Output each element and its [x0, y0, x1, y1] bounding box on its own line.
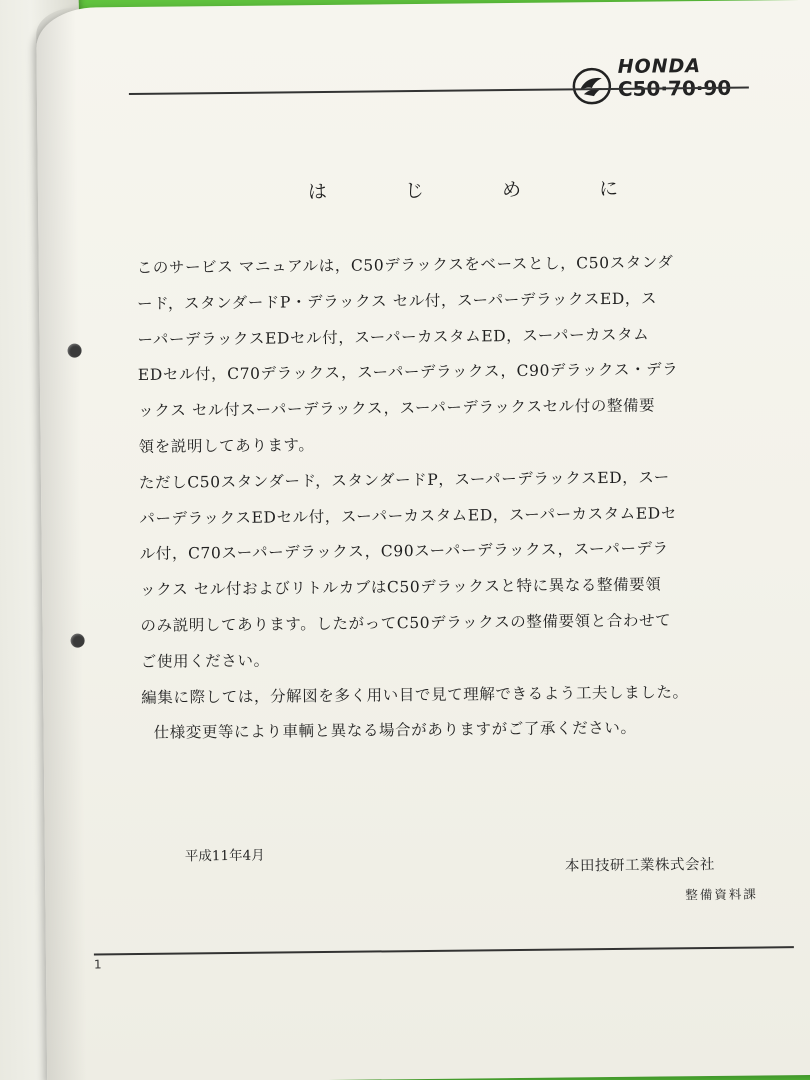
- manual-page: [36, 0, 810, 1080]
- body-line: ただしC50スタンダード，スタンダードP，スーパーデラックスED，スー: [138, 468, 670, 492]
- binder-hole-bottom: [71, 634, 85, 648]
- binder-hole-top: [68, 344, 82, 358]
- body-line: ード，スタンダードP・デラックス セル付，スーパーデラックスED，ス: [137, 289, 658, 313]
- page-title: は じ め に: [307, 177, 655, 204]
- body-text: [137, 245, 742, 752]
- logo-model-text: C50·70·90: [617, 75, 732, 101]
- body-line: 編集に際しては，分解図を多く用い目で見て理解できるよう工夫しました。: [141, 682, 689, 707]
- honda-logo: [571, 45, 742, 111]
- body-line: ーパーデラックスEDセル付，スーパーカスタムED，スーパーカスタム: [137, 325, 650, 349]
- body-line: のみ説明してあります。したがってC50デラックスの整備要領と合わせて: [140, 611, 672, 635]
- footer-rule: [94, 946, 794, 955]
- page-number: 1: [93, 957, 102, 972]
- body-line: EDセル付，C70デラックス，スーパーデラックス，C90デラックス・デラ: [137, 360, 679, 385]
- body-line: ル付，C70スーパーデラックス，C90スーパーデラックス，スーパーデラ: [139, 539, 669, 564]
- logo-brand-text: HONDA: [617, 55, 702, 78]
- body-line: パーデラックスEDセル付，スーパーカスタムED，スーパーカスタムEDセ: [139, 503, 677, 528]
- body-line: ックス セル付スーパーデラックス，スーパーデラックスセル付の整備要: [138, 396, 656, 421]
- department-name: 整備資料課: [685, 886, 758, 903]
- body-line: 領を説明してあります。: [138, 436, 315, 456]
- company-name: 本田技研工業株式会社: [564, 856, 716, 875]
- body-line: 仕様変更等により車輌と異なる場合がありますがご了承ください。: [153, 719, 637, 743]
- body-line: ご使用ください。: [140, 651, 270, 671]
- body-line: このサービス マニュアルは，C50デラックスをベースとし，C50スタンダ: [136, 253, 674, 277]
- body-line: ックス セル付およびリトルカブはC50デラックスと特に異なる整備要領: [140, 575, 662, 600]
- publication-date: 平成11年4月: [184, 847, 265, 865]
- honda-wing-icon: [572, 66, 612, 106]
